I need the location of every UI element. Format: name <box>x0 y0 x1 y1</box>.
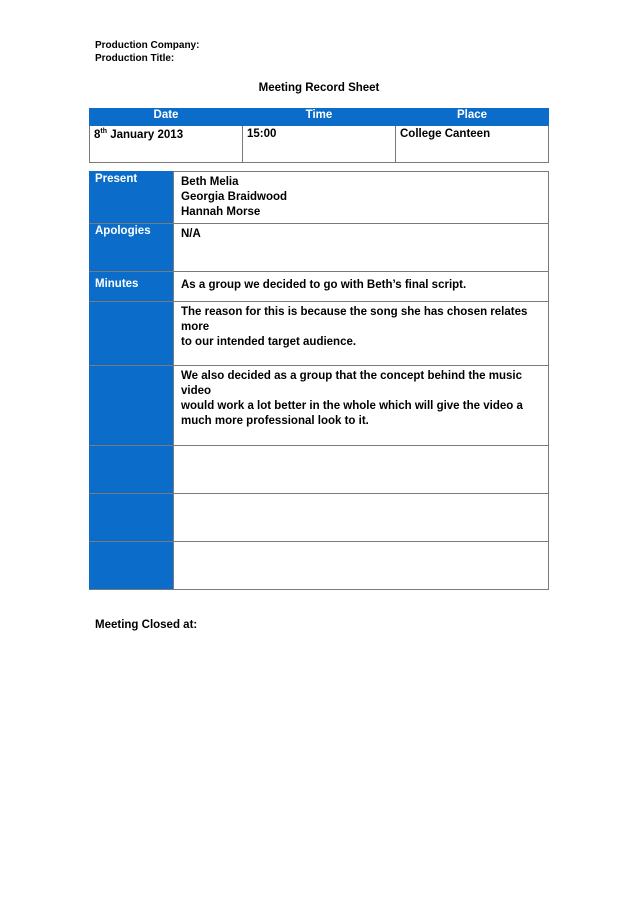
minutes-table <box>89 171 549 590</box>
date-day: 8 <box>94 128 101 141</box>
minutes-row-empty <box>90 446 549 494</box>
date-rest: January 2013 <box>107 128 184 141</box>
minutes-label-blank <box>90 542 174 590</box>
minutes-line: to our intended target audience. <box>181 336 357 348</box>
minutes-entry-1: As a group we decided to go with Beth’s final script. <box>174 272 549 302</box>
date-suffix: th <box>100 128 108 135</box>
present-label: Present <box>90 172 174 224</box>
minutes-entry-empty <box>174 494 549 542</box>
minutes-label-blank <box>90 366 174 446</box>
place-cell: College Canteen <box>396 126 549 163</box>
meeting-closed-label: Meeting Closed at: <box>95 619 198 631</box>
minutes-label-blank <box>90 494 174 542</box>
minutes-entry-3 <box>174 366 549 446</box>
present-row <box>90 172 549 224</box>
meeting-info-table <box>89 108 549 163</box>
time-header: Time <box>243 109 396 126</box>
minutes-row-empty <box>90 542 549 590</box>
minutes-entry-2 <box>174 302 549 366</box>
minutes-row <box>90 302 549 366</box>
minutes-entry-empty <box>174 542 549 590</box>
minutes-label-blank <box>90 446 174 494</box>
minutes-row <box>90 272 549 302</box>
date-cell <box>90 126 243 163</box>
production-company-label: Production Company: <box>95 40 200 51</box>
apologies-row <box>90 224 549 272</box>
time-cell: 15:00 <box>243 126 396 163</box>
present-names <box>174 172 549 224</box>
present-name: Hannah Morse <box>181 206 261 218</box>
minutes-entry-empty <box>174 446 549 494</box>
minutes-label-blank <box>90 302 174 366</box>
present-name: Georgia Braidwood <box>181 191 288 203</box>
minutes-line: would work a lot better in the whole which will give the video a <box>181 400 523 412</box>
apologies-value: N/A <box>174 224 549 272</box>
minutes-label: Minutes <box>90 272 174 302</box>
minutes-line: We also decided as a group that the concept behind the music video <box>181 370 523 397</box>
minutes-line: much more professional look to it. <box>181 415 369 427</box>
info-header-row <box>90 109 549 126</box>
production-title-label: Production Title: <box>95 53 175 64</box>
minutes-line: The reason for this is because the song she has chosen relates more <box>181 306 528 333</box>
minutes-row-empty <box>90 494 549 542</box>
sheet-title: Meeting Record Sheet <box>258 82 380 94</box>
date-header: Date <box>90 109 243 126</box>
place-header: Place <box>396 109 549 126</box>
info-value-row <box>90 126 549 163</box>
minutes-row <box>90 366 549 446</box>
present-name: Beth Melia <box>181 176 239 188</box>
apologies-label: Apologies <box>90 224 174 272</box>
